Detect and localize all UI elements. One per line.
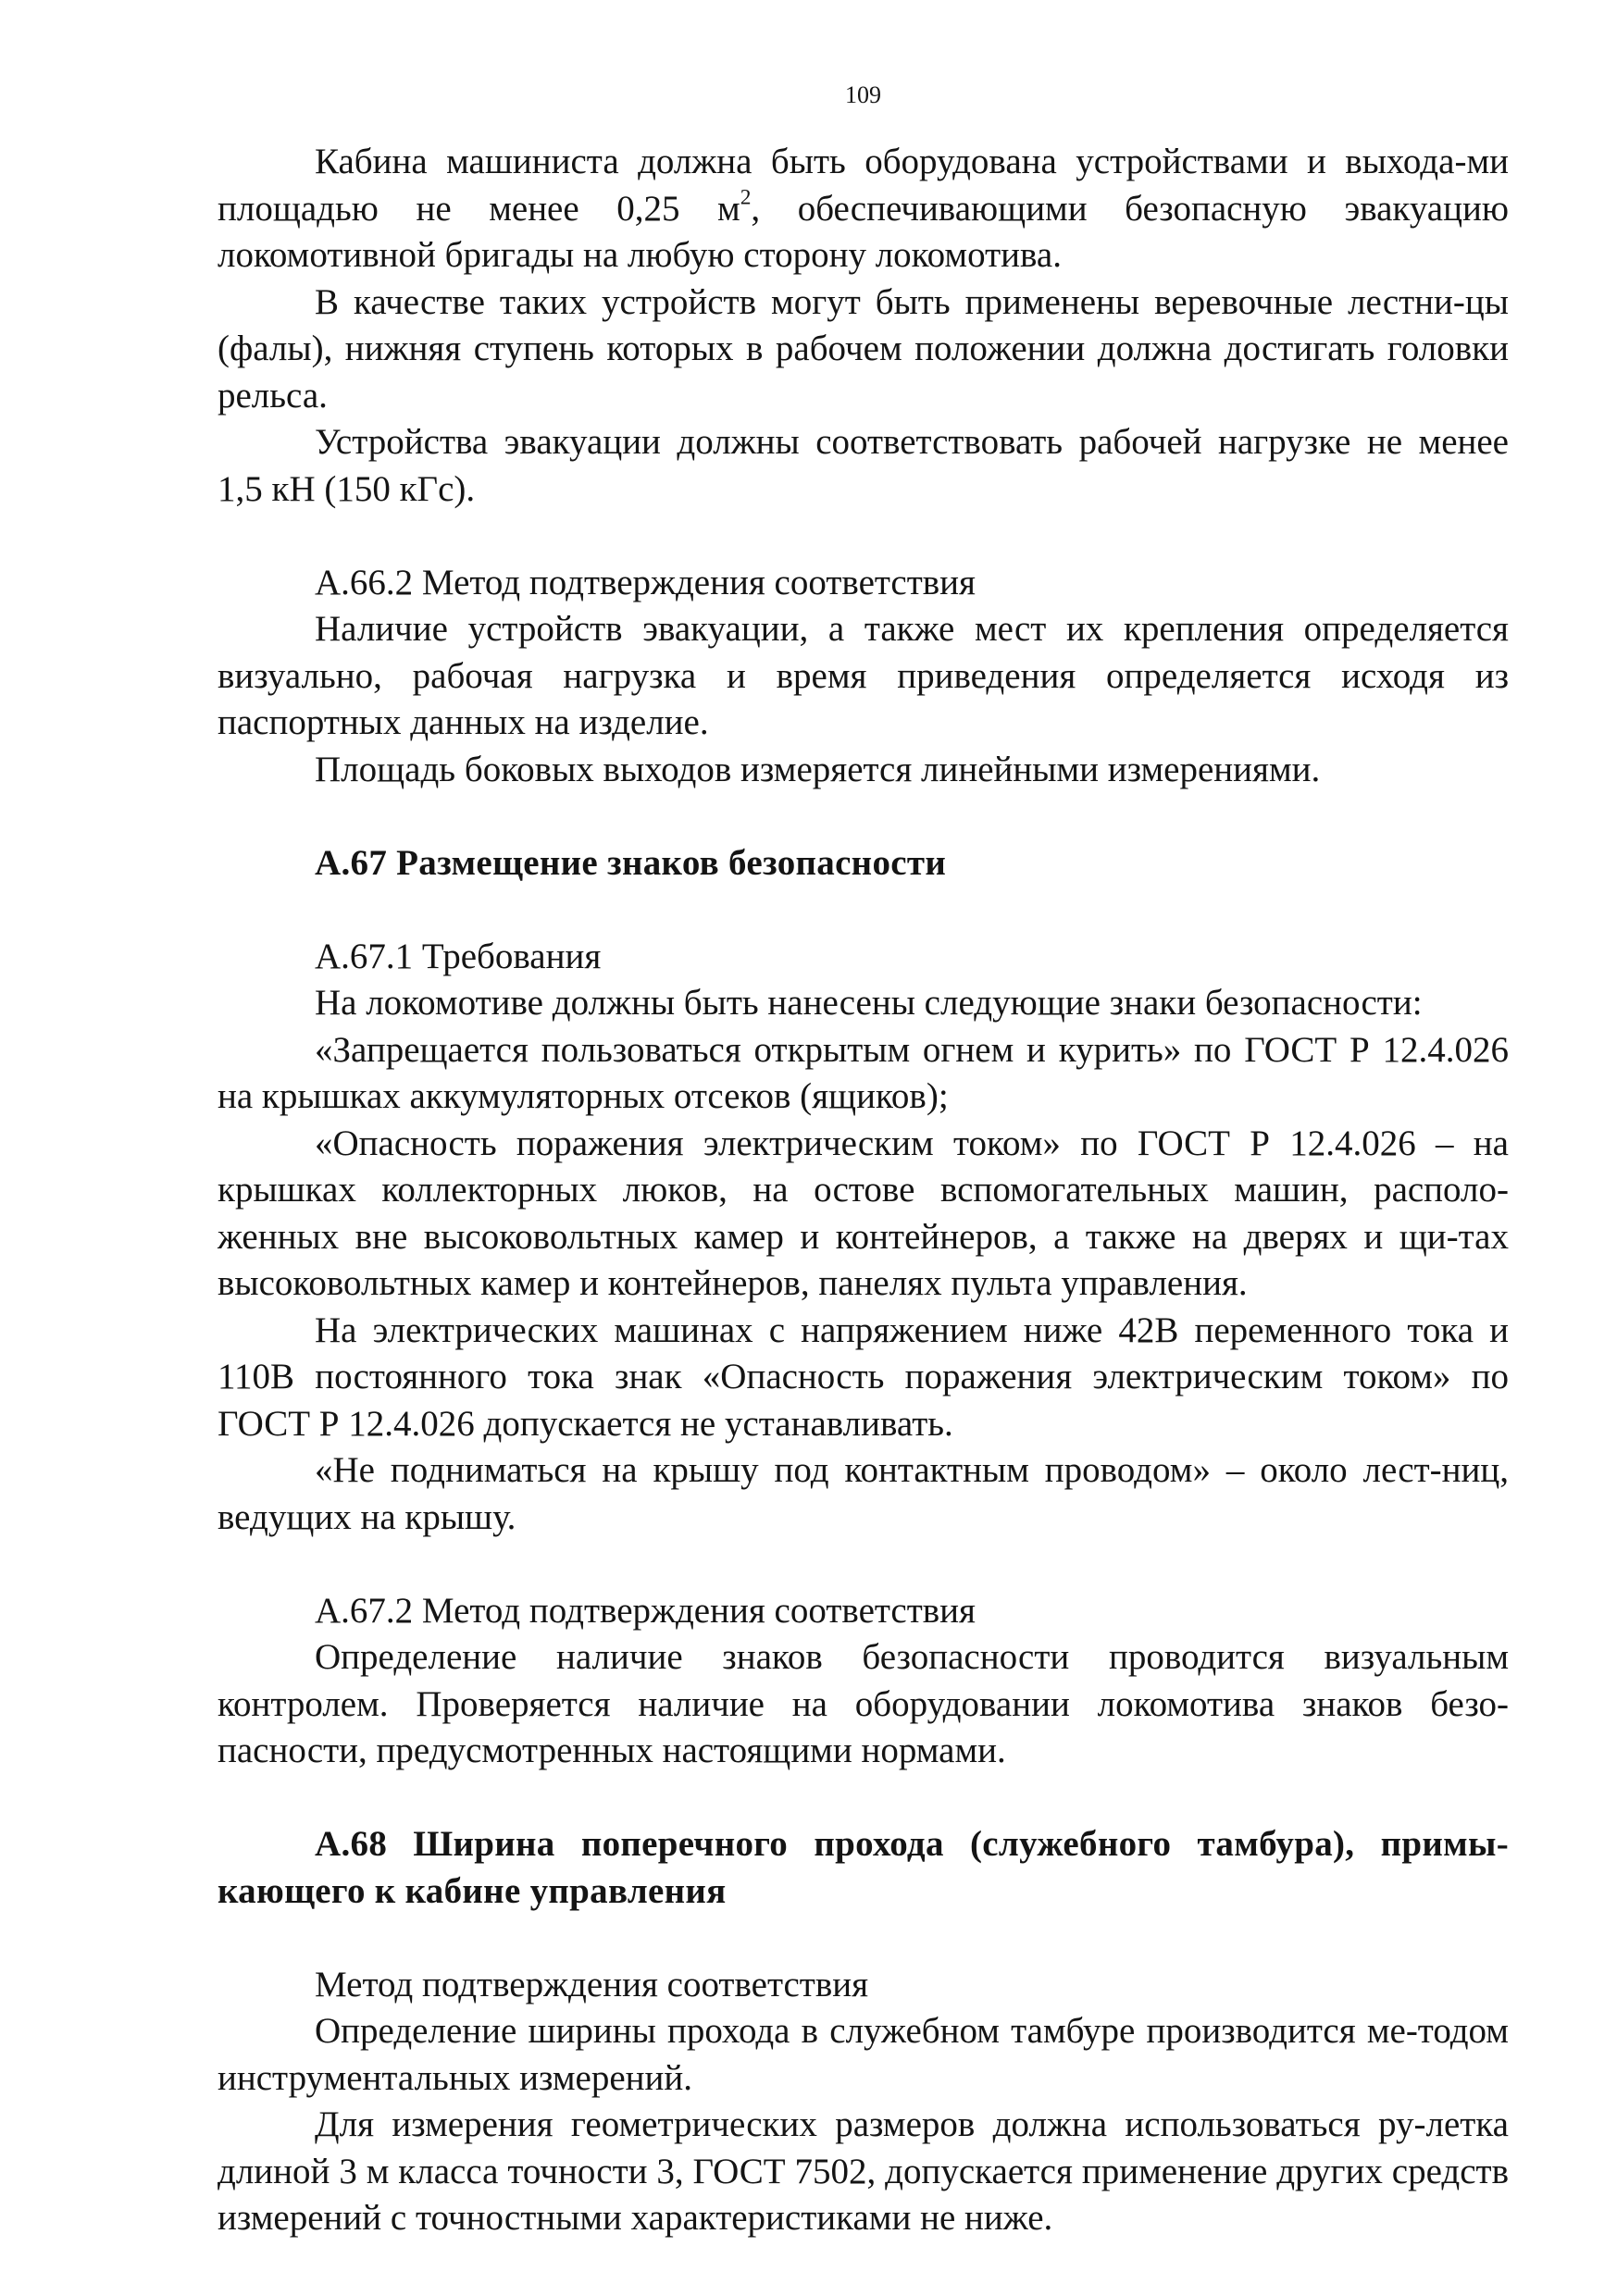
page-number: 109 (845, 81, 881, 108)
section-heading: А.67 Размещение знаков безопасности (315, 842, 947, 883)
paragraph: Для измерения геометрических размеров должна использоваться ру-летка длиной 3 м класса точности 3, ГОСТ 7502, допускается применение других средств измерений с точностными характеристиками не ниже. (218, 2104, 1509, 2238)
paragraph: Устройства эвакуации должны соответствовать рабочей нагрузке не менее 1,5 кН (150 кГс). (218, 422, 1509, 509)
paragraph: Определение наличие знаков безопасности проводится визуальным контролем. Проверяется наличие на оборудовании локомотива знаков безо-пасности, предусмотренных настоящими нормами. (218, 1637, 1509, 1770)
page-content (218, 139, 1509, 2242)
paragraph: «Запрещается пользоваться открытым огнем и курить» по ГОСТ Р 12.4.026 на крышках аккумуляторных отсеков (ящиков); (218, 1029, 1509, 1116)
paragraph: В качестве таких устройств могут быть применены веревочные лестни-цы (фалы), нижняя ступень которых в рабочем положении должна достигать головки рельса. (218, 281, 1509, 416)
subsection-heading: А.66.2 Метод подтверждения соответствия (315, 562, 976, 602)
paragraph: «Не подниматься на крышу под контактным проводом» – около лест-ниц, ведущих на крышу. (218, 1450, 1509, 1537)
section-heading: А.68 Ширина поперечного прохода (служебного тамбура), примы-кающего к кабине управления (218, 1824, 1509, 1911)
document-page (218, 0, 1509, 2296)
superscript: 2 (740, 184, 752, 209)
subsection-heading: А.67.1 Требования (315, 936, 602, 976)
paragraph: Определение ширины прохода в служебном тамбуре производится ме-тодом инструментальных измерений. (218, 2011, 1509, 2098)
paragraph: Наличие устройств эвакуации, а также мест их крепления определяется визуально, рабочая нагрузка и время приведения определяется исходя из паспортных данных на изделие. (218, 609, 1509, 742)
paragraph-text: Кабина машиниста должна быть оборудована устройствами и выхода-ми площадью не менее 0,25 м (218, 142, 1509, 229)
paragraph: На локомотиве должны быть нанесены следующие знаки безопасности: (315, 983, 1423, 1023)
paragraph: На электрических машинах с напряжением ниже 42В переменного тока и 110В постоянного тока знак «Опасность поражения электрическим током» по ГОСТ Р 12.4.026 допускается не устанавливать. (218, 1309, 1509, 1444)
paragraph (218, 139, 1509, 279)
paragraph: Площадь боковых выходов измеряется линейными измерениями. (315, 749, 1321, 789)
subsection-heading: А.67.2 Метод подтверждения соответствия (315, 1590, 976, 1631)
subsection-heading: Метод подтверждения соответствия (315, 1964, 869, 2004)
paragraph-text: , обеспечивающими безопасную эвакуацию локомотивной бригады на любую сторону локомотива. (218, 188, 1509, 275)
paragraph: «Опасность поражения электрическим током» по ГОСТ Р 12.4.026 – на крышках коллекторных люков, на остове вспомогательных машин, располо-женных вне высоковольтных камер и контейнеров, а также на дверях и щи-тах высоковольтных камер и контейнеров, панелях пульта управления. (218, 1123, 1509, 1303)
